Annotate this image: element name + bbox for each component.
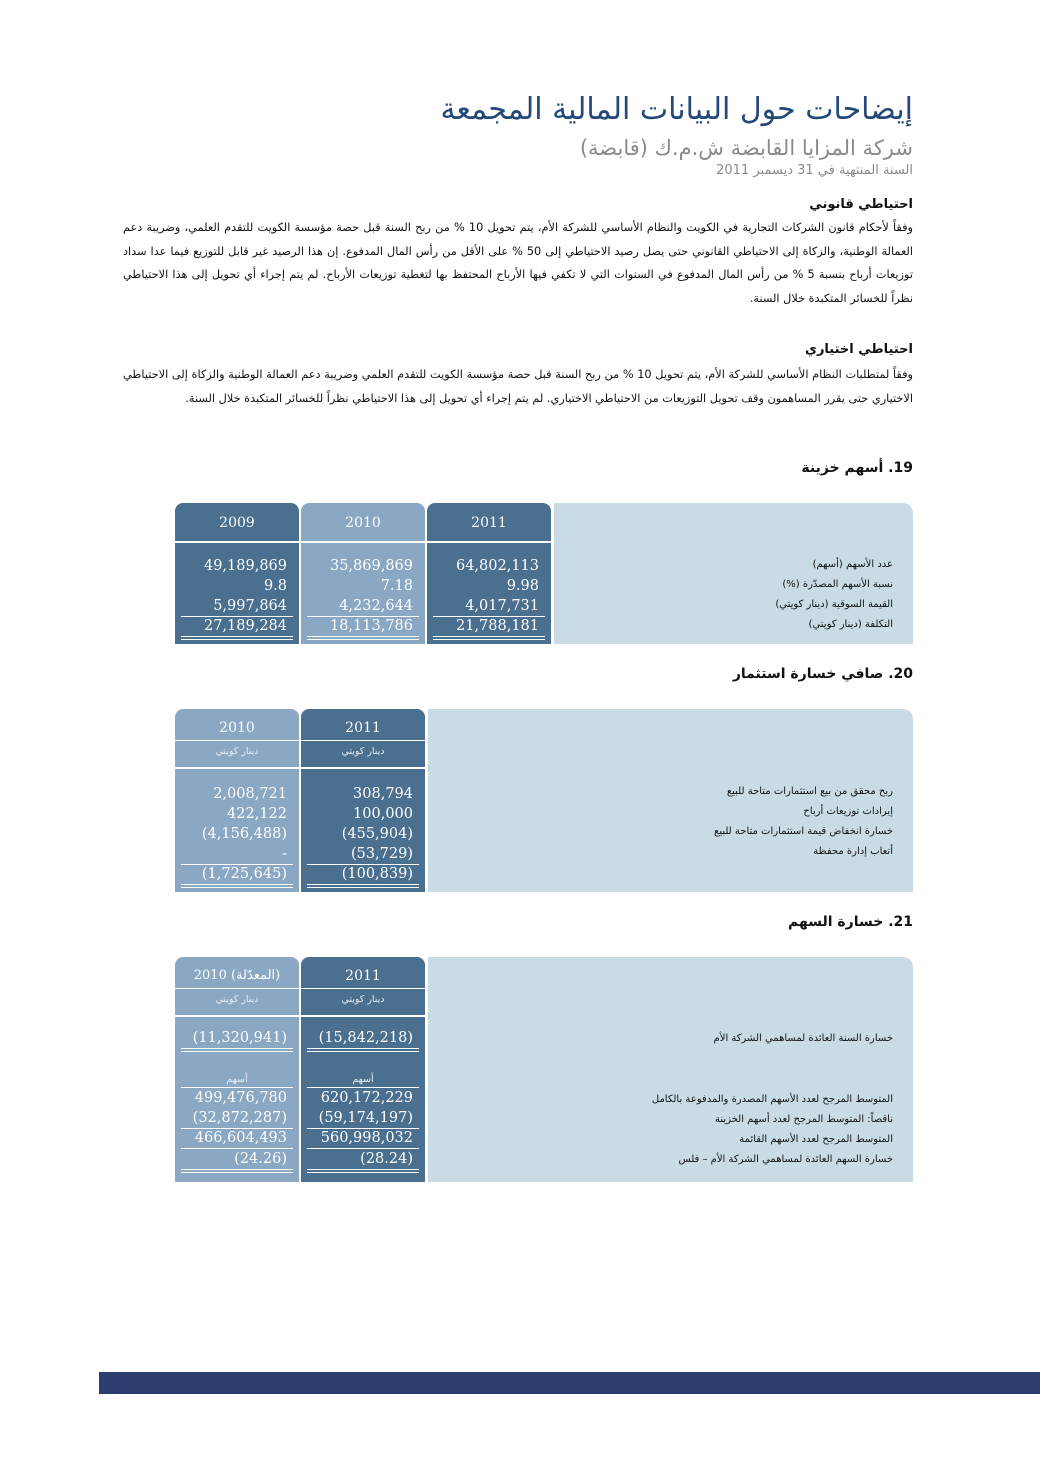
- row-label: القيمة السوقية (دينار كويتي): [775, 599, 893, 610]
- total-rule: [433, 639, 545, 640]
- value-cell: 64,802,113: [455, 558, 539, 574]
- value-cell: 2,008,721: [213, 786, 287, 802]
- total-rule: [307, 636, 419, 637]
- value-cell: (32,872,287): [192, 1110, 287, 1126]
- divider: [301, 767, 425, 769]
- total-rule: [181, 887, 293, 888]
- divider: [301, 740, 425, 741]
- value-cell: 4,232,644: [339, 598, 413, 614]
- treasury-shares-table: [175, 503, 913, 644]
- value-cell: 4,017,731: [465, 598, 539, 614]
- value-cell: 35,869,869: [329, 558, 413, 574]
- row-label: المتوسط المرجح لعدد الأسهم القائمة: [739, 1134, 893, 1145]
- unit-label: دينار كويتي: [215, 746, 259, 757]
- legal-reserve-text: وفقاً لأحكام قانون الشركات التجارية في الكويت والنظام الأساسي للشركة الأم، يتم تحويل 10 % من ربح السنة قبل حصة مؤسسة الكويت للتقدم العلمي، وضريبة دعم العمالة الوطنية، والزكاة إلى الاحتياطي القانوني حتى يصل رصيد الاحتياطي إلى 50 % على الأقل من رأس المال المدفوع. إن هذا الرصيد غير قابل للتوزيع فيما عدا سداد توزيعات أرباح بنسبة 5 % من رأس المال المدفوع في السنوات التي لا تكفي فيها الأرباح المحتفظ بها لتغطية توزيعات الأرباح. لم يتم إجراء أي تحويل إلى هذا الاحتياطي نظراً للخسائر المتكبدة خلال السنة.: [123, 221, 913, 305]
- total-rule: [181, 1048, 293, 1049]
- column-2009: [175, 503, 299, 644]
- label-panel: [554, 503, 913, 644]
- row-label: ناقصاً: المتوسط المرجح لعدد أسهم الخزينة: [715, 1114, 893, 1125]
- value-cell: (455,904): [341, 826, 413, 842]
- row-label: نسبة الأسهم المصدّرة (%): [782, 579, 893, 590]
- total-rule: [181, 1172, 293, 1173]
- year-header: 2011: [345, 968, 381, 984]
- footer-bar: [99, 1372, 1040, 1394]
- company-name: شركة المزايا القابضة ش.م.ك (قابضة): [579, 136, 913, 160]
- column-2010-restated: [175, 957, 299, 1182]
- column-2011: [301, 709, 425, 892]
- value-cell: 100,000: [353, 806, 413, 822]
- period-label: السنة المنتهية في 31 ديسمبر 2011: [716, 163, 913, 178]
- year-header: 2010: [345, 515, 381, 531]
- value-cell: (4,156,488): [201, 826, 287, 842]
- legal-reserve-heading: احتياطي قانوني: [809, 197, 913, 212]
- value-cell: (11,320,941): [192, 1030, 287, 1046]
- value-cell: 560,998,032: [320, 1130, 413, 1146]
- total-rule: [307, 884, 419, 885]
- row-label: عدد الأسهم (أسهم): [812, 559, 893, 570]
- value-cell: 18,113,786: [329, 618, 413, 634]
- divider: [301, 541, 425, 543]
- value-cell: 49,189,869: [203, 558, 287, 574]
- column-2011: [427, 503, 551, 644]
- row-label: خسارة السنة العائدة لمساهمي الشركة الأم: [713, 1033, 893, 1044]
- value-cell: 422,122: [227, 806, 287, 822]
- unit-label: دينار كويتي: [341, 746, 385, 757]
- total-rule: [181, 639, 293, 640]
- value-cell: 466,604,493: [194, 1130, 287, 1146]
- total-rule: [181, 1051, 293, 1052]
- total-rule: [181, 1169, 293, 1170]
- note-19-heading: 19. أسهم خزينة: [801, 460, 913, 476]
- year-header: 2011: [345, 720, 381, 736]
- divider: [301, 1015, 425, 1017]
- divider: [175, 767, 299, 769]
- total-rule: [181, 884, 293, 885]
- unit-label: أسهم: [352, 1074, 374, 1085]
- value-cell: 620,172,229: [320, 1090, 413, 1106]
- total-rule: [307, 1048, 419, 1049]
- year-header: 2010 (المعدّلة): [193, 968, 281, 983]
- value-cell: (53,729): [350, 846, 413, 862]
- divider: [301, 988, 425, 989]
- row-label: أتعاب إدارة محفظة: [813, 846, 893, 857]
- row-label: خسارة انخفاض قيمة استثمارات متاحة للبيع: [714, 826, 893, 837]
- total-rule: [307, 1169, 419, 1170]
- column-2010: [301, 503, 425, 644]
- divider: [175, 1015, 299, 1017]
- value-cell: 308,794: [353, 786, 413, 802]
- column-2010: [175, 709, 299, 892]
- year-header: 2010: [219, 720, 255, 736]
- note-21-heading: 21. خسارة السهم: [788, 914, 913, 930]
- total-cell: (1,725,645): [201, 866, 287, 882]
- value-cell: 5,997,864: [213, 598, 287, 614]
- total-rule: [181, 636, 293, 637]
- value-cell: (24.26): [234, 1151, 287, 1167]
- value-cell: 27,189,284: [203, 618, 287, 634]
- investment-loss-table: [175, 709, 913, 892]
- total-rule: [307, 639, 419, 640]
- total-rule: [307, 887, 419, 888]
- loss-per-share-table: [175, 957, 913, 1182]
- divider: [427, 541, 551, 543]
- total-rule: [307, 1051, 419, 1052]
- voluntary-reserve-text: وفقاً لمتطلبات النظام الأساسي للشركة الأم، يتم تحويل 10 % من ربح السنة قبل حصة مؤسسة الكويت للتقدم العلمي وضريبة دعم العمالة الوطنية والزكاة إلى الاحتياطي الاختياري حتى يقرر المساهمون وقف تحويل التوزيعات من الاحتياطي الاختياري. لم يتم إجراء أي تحويل إلى هذا الاحتياطي نظراً للخسائر المتكبدة خلال السنة.: [123, 368, 913, 405]
- value-cell: 499,476,780: [194, 1090, 287, 1106]
- year-header: 2009: [219, 515, 255, 531]
- value-cell: (15,842,218): [318, 1030, 413, 1046]
- note-20-heading: 20. صافي خسارة استثمار: [732, 666, 913, 682]
- value-cell: 9.8: [263, 578, 287, 594]
- page-title: إيضاحات حول البيانات المالية المجمعة: [440, 92, 913, 127]
- value-cell: 21,788,181: [455, 618, 539, 634]
- row-label: المتوسط المرجح لعدد الأسهم المصدرة والمدفوعة بالكامل: [651, 1094, 893, 1105]
- row-label: التكلفة (دينار كويتي): [808, 619, 893, 630]
- unit-label: أسهم: [226, 1074, 248, 1085]
- value-cell: (28.24): [360, 1151, 413, 1167]
- label-panel: [428, 709, 913, 892]
- label-panel: [428, 957, 913, 1182]
- value-cell: 9.98: [506, 578, 539, 594]
- column-2011: [301, 957, 425, 1182]
- divider: [175, 740, 299, 741]
- unit-label: دينار كويتي: [341, 994, 385, 1005]
- total-rule: [433, 636, 545, 637]
- row-label: ربح محقق من بيع استثمارات متاحة للبيع: [726, 786, 893, 797]
- divider: [175, 541, 299, 543]
- row-label: خسارة السهم العائدة لمساهمي الشركة الأم – فلس: [678, 1154, 893, 1165]
- total-rule: [307, 1172, 419, 1173]
- voluntary-reserve-heading: احتياطي اختياري: [805, 342, 913, 357]
- divider: [175, 988, 299, 989]
- total-cell: (100,839): [341, 866, 413, 882]
- unit-label: دينار كويتي: [215, 994, 259, 1005]
- value-cell: 7.18: [380, 578, 413, 594]
- value-cell: -: [282, 846, 287, 862]
- row-label: إيرادات توزيعات أرباح: [803, 806, 893, 817]
- value-cell: (59,174,197): [318, 1110, 413, 1126]
- year-header: 2011: [471, 515, 507, 531]
